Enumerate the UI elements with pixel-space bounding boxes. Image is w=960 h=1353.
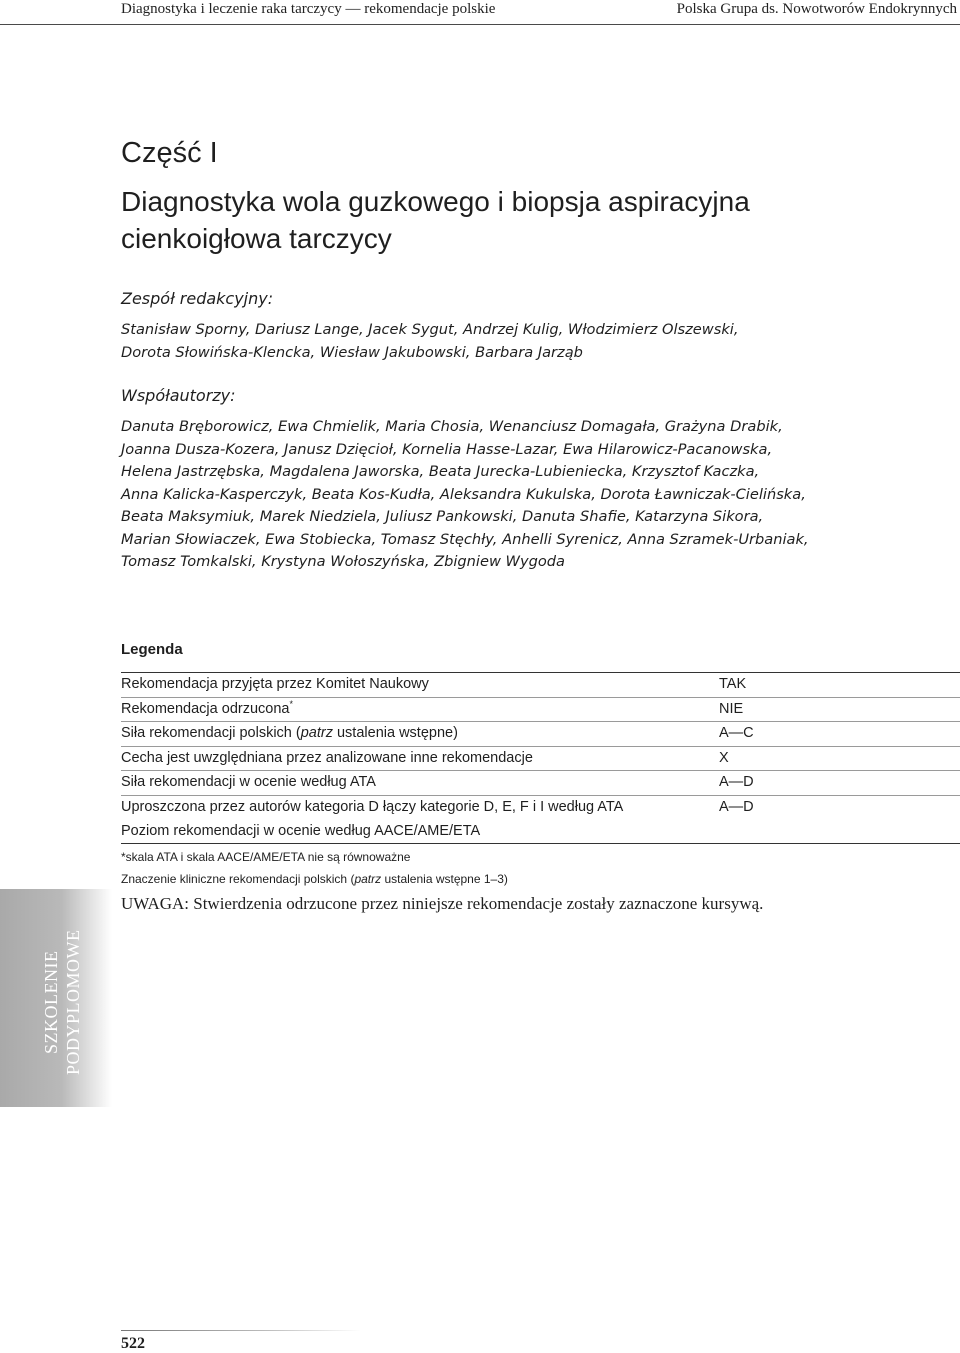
legend-description: Siła rekomendacji w ocenie według ATA (121, 774, 376, 790)
legend-description: Cecha jest uwzględniana przez analizowane inne rekomendacje (121, 749, 533, 766)
names-line: Beata Maksymiuk, Marek Niedziela, Juliusz Pankowski, Danuta Shafie, Katarzyna Sikora, (121, 508, 764, 525)
names-line: Joanna Dusza-Kozera, Janusz Dzięcioł, Kornelia Hasse-Lazar, Ewa Hilarowicz-Pacanowska, (121, 440, 773, 458)
side-label-line: PODYPLOMOWE (63, 929, 83, 1075)
legend-row (121, 796, 960, 844)
legend-value: NIE (719, 700, 744, 717)
legend-table (121, 673, 960, 844)
side-label-line: SZKOLENIE (41, 950, 61, 1054)
legend-value: X (719, 749, 729, 766)
legend-footnote: *skala ATA i skala AACE/AME/ETA nie są równoważne (121, 850, 411, 864)
coauthors-label: Współautorzy: (121, 386, 236, 405)
chapter-title (121, 183, 901, 257)
legend-description (121, 698, 293, 717)
legend-description-second-line: Poziom rekomendacji w ocenie według AACE/AME/ETA (121, 822, 481, 839)
legend-value: A—D (719, 798, 754, 815)
legend-row (121, 747, 960, 772)
legend-description: Rekomendacja przyjęta przez Komitet Naukowy (121, 676, 429, 692)
legend-description (121, 725, 458, 741)
header-left-title: Diagnostyka i leczenie raka tarczycy — rekomendacje polskie (121, 1, 496, 17)
chapter-title-line: cienkoigłowa tarczycy (121, 223, 392, 254)
names-line: Danuta Bręborowicz, Ewa Chmielik, Maria Chosia, Wenanciusz Domagała, Grażyna Drabik, (121, 418, 783, 435)
legend-footnote (121, 872, 508, 886)
legend-description-text: Siła rekomendacji polskich ( (121, 725, 301, 741)
editorial-team-label: Zespół redakcyjny: (121, 289, 274, 308)
footer-rule (121, 1330, 361, 1331)
legend-description-text: Rekomendacja odrzucona (121, 700, 290, 717)
side-label (40, 929, 84, 1075)
note-text: UWAGA: Stwierdzenia odrzucone przez niniejsze rekomendacje zostały zaznaczone kursywą. (121, 894, 764, 913)
names-line: Helena Jastrzębska, Magdalena Jaworska, Beata Jurecka-Lubieniecka, Krzysztof Kaczka, (121, 463, 760, 480)
header-right-title: Polska Grupa ds. Nowotworów Endokrynnych (676, 1, 957, 17)
legend-description: Uproszczona przez autorów kategoria D łączy kategorie D, E, F i I według ATA (121, 798, 624, 815)
legend-row (121, 673, 960, 698)
running-header (0, 0, 960, 25)
page-number: 522 (121, 1335, 145, 1352)
chapter-title-line: Diagnostyka wola guzkowego i biopsja aspiracyjna (121, 186, 750, 217)
legend-row (121, 698, 960, 723)
legend-row (121, 771, 960, 796)
legend-value: A—D (719, 774, 754, 790)
legend-value: TAK (719, 676, 747, 692)
footnote-italic: patrz (354, 872, 382, 886)
legend-heading: Legenda (121, 641, 183, 658)
names-line: Anna Kalicka-Kasperczyk, Beata Kos-Kudła, Aleksandra Kukulska, Dorota Ławniczak-Cielińska, (121, 485, 806, 503)
coauthors-names (121, 416, 921, 574)
legend-value: A—C (719, 725, 754, 741)
names-line: Marian Słowiaczek, Ewa Stobiecka, Tomasz Stęchły, Anhelli Syrenicz, Anna Szramek-Urbaniak, (121, 530, 809, 548)
legend-description-text: ustalenia wstępne) (332, 725, 458, 741)
names-line: Dorota Słowińska-Klencka, Wiesław Jakubowski, Barbara Jarząb (121, 343, 583, 361)
part-heading: Część I (121, 137, 218, 169)
legend-row (121, 722, 960, 747)
names-line: Tomasz Tomkalski, Krystyna Wołoszyńska, Zbigniew Wygoda (121, 553, 565, 570)
legend-description-italic: patrz (300, 725, 333, 741)
footnote-text: Znaczenie kliniczne rekomendacji polskich ( (121, 872, 355, 886)
editorial-team-names (121, 319, 921, 364)
footnote-text: ustalenia wstępne 1–3) (381, 872, 508, 886)
names-line: Stanisław Sporny, Dariusz Lange, Jacek Sygut, Andrzej Kulig, Włodzimierz Olszewski, (121, 321, 739, 338)
footnote-marker: * (289, 698, 293, 709)
